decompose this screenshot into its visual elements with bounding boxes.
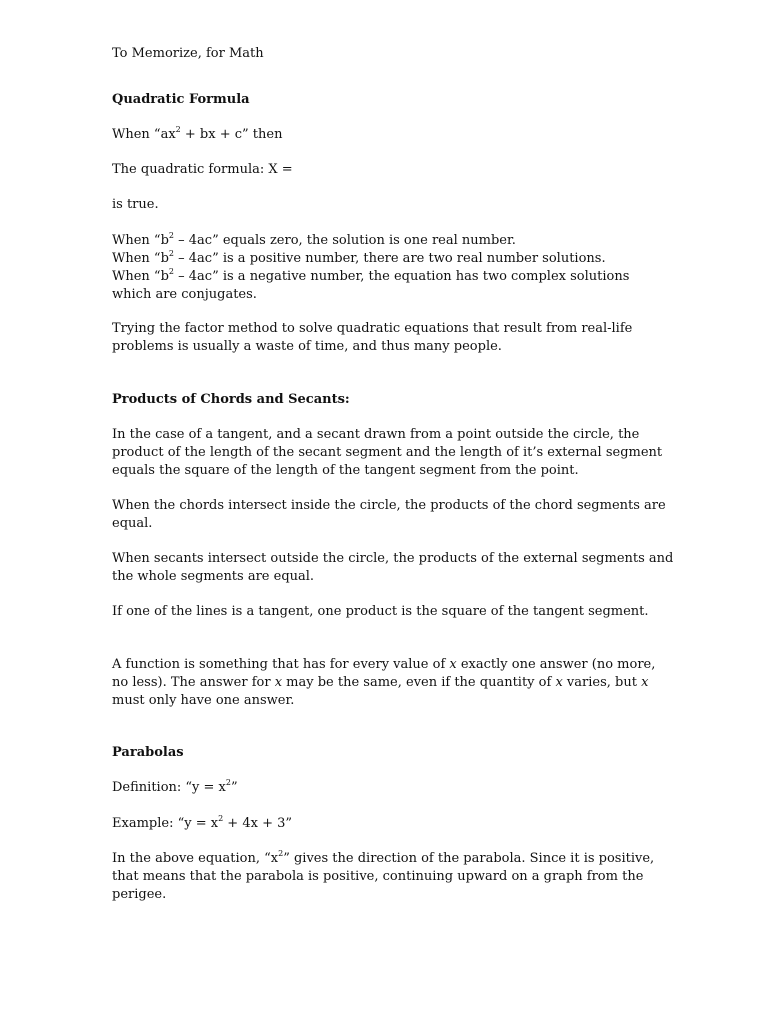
chords-p3-line-1: When secants intersect outside the circle, the products of the external segments and — [112, 551, 674, 566]
parabola-explanation-line-3: perigee. — [112, 887, 167, 902]
function-line-1: A function is something that has for every value of x exactly one answer (no more, — [112, 657, 656, 672]
quadratic-heading: Quadratic Formula — [112, 92, 250, 107]
document-title: To Memorize, for Math — [112, 46, 264, 61]
chords-heading: Products of Chords and Secants: — [112, 392, 350, 407]
function-line-3: must only have one answer. — [112, 693, 295, 708]
chords-p4: If one of the lines is a tangent, one product is the square of the tangent segment. — [112, 604, 649, 619]
parabola-explanation-line-1: In the above equation, “$x^2$” gives the direction of the parabola. Since it is positive, — [112, 848, 655, 866]
parabola-definition: Definition: “$y = x^2$” — [112, 777, 238, 795]
chords-p3-line-2: the whole segments are equal. — [112, 569, 315, 584]
discriminant-negative-line: When “$b^2 - 4ac$” is a negative number, the equation has two complex solutions — [112, 266, 630, 284]
chords-p2-line-2: equal. — [112, 516, 153, 531]
discriminant-positive-line: When “$b^2 - 4ac$” is a positive number, there are two real number solutions. — [112, 248, 606, 266]
parabola-example: Example: “$y = x^2 + 4x + 3$” — [112, 813, 293, 831]
parabola-explanation-line-2: that means that the parabola is positive, continuing upward on a graph from the — [112, 869, 644, 884]
function-line-2: no less). The answer for x may be the same, even if the quantity of x varies, but x — [112, 675, 649, 690]
chords-p1-line-3: equals the square of the length of the tangent segment from the point. — [112, 463, 579, 478]
factor-method-line-1: Trying the factor method to solve quadratic equations that result from real-life — [112, 321, 633, 336]
discriminant-zero-line: When “$b^2 - 4ac$” equals zero, the solution is one real number. — [112, 230, 516, 248]
chords-p2-line-1: When the chords intersect inside the circle, the products of the chord segments are — [112, 498, 666, 513]
quadratic-when-line: When “$ax^2$ + bx + c” then — [112, 124, 283, 142]
quadratic-is-true: is true. — [112, 197, 159, 212]
chords-p1-line-1: In the case of a tangent, and a secant drawn from a point outside the circle, the — [112, 427, 640, 442]
factor-method-line-2: problems is usually a waste of time, and thus many people. — [112, 339, 502, 354]
parabolas-heading: Parabolas — [112, 745, 184, 760]
discriminant-negative-cont: which are conjugates. — [112, 287, 257, 302]
quadratic-formula-label: The quadratic formula: X = — [112, 162, 293, 177]
chords-p1-line-2: product of the length of the secant segment and the length of it’s external segment — [112, 445, 663, 460]
